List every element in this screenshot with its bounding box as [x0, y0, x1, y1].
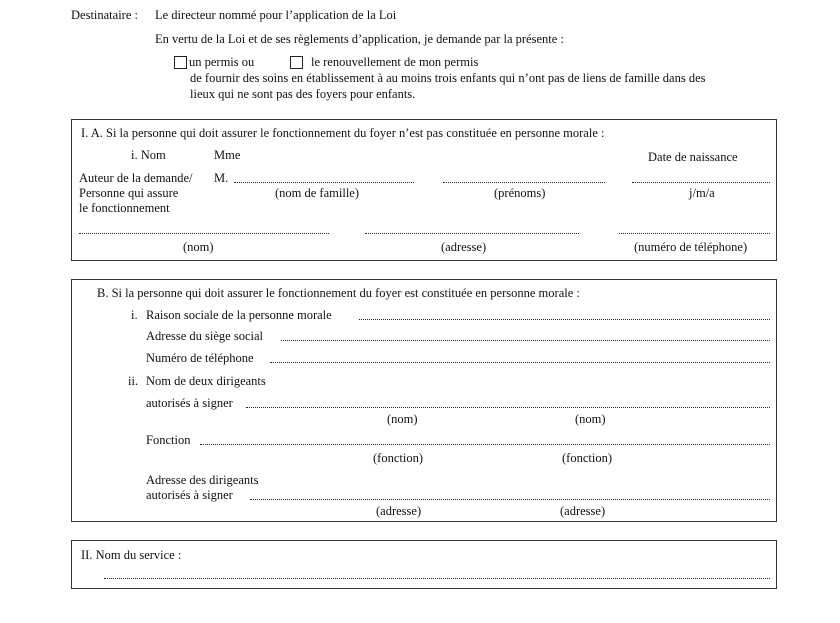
- director-2-function-caption: (fonction): [562, 451, 612, 465]
- section-a-heading: I. A. Si la personne qui doit assurer le fonctionnement du foyer n’est pas constituée en personne morale :: [81, 126, 605, 140]
- purpose-line-2: lieux qui ne sont pas des foyers pour enfants.: [190, 87, 416, 101]
- name-caption: (nom): [183, 240, 214, 254]
- birth-date-field[interactable]: [632, 182, 770, 183]
- name-field[interactable]: [79, 233, 329, 234]
- surname-field[interactable]: [234, 182, 414, 183]
- renewal-option-label: le renouvellement de mon permis: [311, 55, 479, 69]
- director-1-name-caption: (nom): [387, 412, 418, 426]
- applicant-label-3: le fonctionnement: [79, 201, 170, 215]
- date-format-caption: j/m/a: [689, 186, 715, 200]
- mme-label: Mme: [214, 148, 241, 162]
- directors-address-label-1: Adresse des dirigeants: [146, 473, 259, 487]
- applicant-label-1: Auteur de la demande/: [79, 171, 193, 185]
- applicant-label-2: Personne qui assure: [79, 186, 179, 200]
- director-1-address-caption: (adresse): [376, 504, 422, 518]
- purpose-line-1: de fournir des soins en établissement à au moins trois enfants qui n’ont pas de liens de famille dans des: [190, 71, 706, 85]
- function-label: Fonction: [146, 433, 191, 447]
- recipient-value: Le directeur nommé pour l’application de la Loi: [155, 8, 397, 22]
- director-1-function-caption: (fonction): [373, 451, 423, 465]
- permit-option-label: un permis ou: [189, 55, 255, 69]
- request-line: En vertu de la Loi et de ses règlements d’application, je demande par la présente :: [155, 32, 564, 46]
- directors-label-2: autorisés à signer: [146, 396, 233, 410]
- directors-label-1: Nom de deux dirigeants: [146, 374, 266, 388]
- renewal-checkbox[interactable]: [290, 56, 303, 69]
- director-2-address-caption: (adresse): [560, 504, 606, 518]
- phone-field[interactable]: [619, 233, 770, 234]
- directors-address-field[interactable]: [250, 499, 770, 500]
- item-ii-label: ii.: [128, 374, 139, 388]
- service-name-label: II. Nom du service :: [81, 548, 182, 562]
- birth-date-label: Date de naissance: [648, 150, 738, 164]
- phone-caption: (numéro de téléphone): [634, 240, 748, 254]
- directors-address-label-2: autorisés à signer: [146, 488, 233, 502]
- firstnames-caption: (prénoms): [494, 186, 546, 200]
- address-field[interactable]: [365, 233, 579, 234]
- company-phone-label: Numéro de téléphone: [146, 351, 254, 365]
- recipient-label: Destinataire :: [71, 8, 138, 22]
- head-office-label: Adresse du siège social: [146, 329, 263, 343]
- m-prefix: M.: [214, 171, 229, 185]
- company-name-label: Raison sociale de la personne morale: [146, 308, 332, 322]
- title-label: i. Nom: [131, 148, 166, 162]
- company-phone-field[interactable]: [270, 362, 770, 363]
- surname-caption: (nom de famille): [275, 186, 359, 200]
- head-office-field[interactable]: [281, 340, 770, 341]
- permit-checkbox[interactable]: [174, 56, 187, 69]
- function-field[interactable]: [200, 444, 770, 445]
- section-b-heading: B. Si la personne qui doit assurer le fonctionnement du foyer est constituée en personne morale :: [97, 286, 580, 300]
- firstnames-field[interactable]: [443, 182, 605, 183]
- company-name-field[interactable]: [359, 319, 770, 320]
- item-i-label: i.: [131, 308, 138, 322]
- director-2-name-caption: (nom): [575, 412, 606, 426]
- address-caption: (adresse): [441, 240, 487, 254]
- service-name-field[interactable]: [104, 578, 770, 579]
- directors-names-field[interactable]: [246, 407, 770, 408]
